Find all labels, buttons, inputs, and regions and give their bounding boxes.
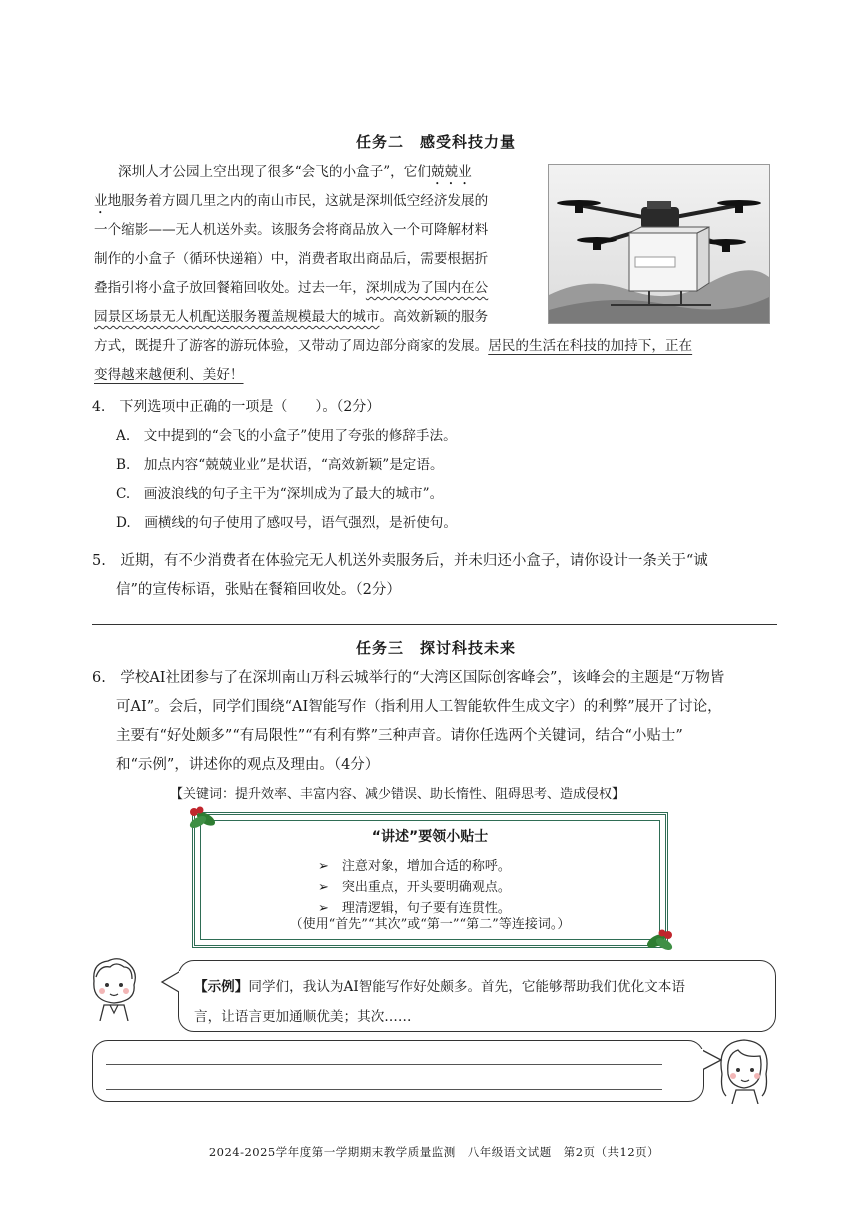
answer-line-1[interactable] [106,1064,662,1065]
example-line-1: 同学们，我认为AI智能写作好处颇多。首先，它能够帮助我们优化文本语 [248,979,685,995]
arrow-bullet-icon: ➢ [318,901,329,916]
para-line-6-wrap [94,303,539,332]
tips-note: （使用“首先”“其次”或“第一”“第二”等连接词。） [289,917,571,932]
example-text [194,972,766,1032]
arrow-bullet-icon: ➢ [318,859,329,874]
drone-photo [548,164,770,324]
task2-paragraph [118,158,538,188]
answer-line-2[interactable] [106,1089,662,1090]
q4-option-c: C. 画波浪线的句子主干为“深圳成为了最大的城市”。 [116,486,444,502]
para-line-6-punct: 。 [379,309,394,325]
para-line-7: 方式，既提升了游客的游玩体验，又带动了周边部分商家的发展。 [94,338,489,354]
q6-line-3: 主要有“好处颇多”“有局限性”“有利有弊”三种声音。请你任选两个关键词，结合“小贴士” [116,728,683,744]
arrow-bullet-icon: ➢ [318,880,329,895]
drone-image [549,165,769,323]
para-line-7-wrap [94,332,784,361]
q5-line-1: 5. 近期，有不少消费者在体验完无人机送外卖服务后，并未归还小盒子，请你设计一条关于“诚 [92,553,708,569]
q4-option-a: A. 文中提到的“会飞的小盒子”使用了夸张的修辞手法。 [116,428,457,444]
q6-line-4: 和“示例”，讲述你的观点及理由。（4分） [116,757,380,773]
para-line-5: 叠指引将小盒子放回餐箱回收处。过去一年， [94,280,366,296]
task2-title: 任务二 感受科技力量 [356,133,517,151]
tip-item-3: 理清逻辑，句子要有连贯性。 [341,901,511,916]
para-line-5-wrap [94,274,539,303]
dotted-text-1: 兢兢业 [430,164,472,180]
q4-option-b: B. 加点内容“兢兢业业”是状语，“高效新颖”是定语。 [116,457,444,473]
para-line-2-wrap [94,187,539,217]
underline-2 [94,361,244,390]
bubble-tail-left [160,970,182,994]
q4-option-d: D. 画横线的句子使用了感叹号，语气强烈，是祈使句。 [116,515,457,531]
girl-avatar-icon [712,1034,776,1104]
boy-avatar-icon [86,955,142,1021]
tip-item-2: 突出重点，开头要明确观点。 [341,880,511,895]
para-line-2: 地服务着方圆几里之内的南山市民，这就是深圳低空经济发展的 [107,193,489,209]
underline-1: 居民的生活在科技的加持下，正在 [488,338,693,354]
answer-bubble[interactable] [92,1040,704,1102]
wavy-line-2: 园景区场景无人机配送服务覆盖规模最大的城市 [94,309,380,325]
para-line-6-tail: 高效新颖的服务 [393,309,489,325]
wavy-line-1: 深圳成为了国内在公 [365,280,489,296]
para-line-4: 制作的小盒子（循环快递箱）中，消费者取出商品后，需要根据折 [94,251,489,267]
tips-title: “讲述”要领小贴士 [371,829,489,845]
para-line-1: 深圳人才公园上空出现了很多“会飞的小盒子”，它们 [118,164,431,180]
para-line-3: 一个缩影——无人机送外卖。该服务会将商品放入一个可降解材料 [94,222,489,238]
underline-2-text: 变得越来越便利、美好！ [94,367,244,383]
dotted-text-2: 业 [94,193,108,209]
q6-line-2: 可AI”。会后，同学们围绕“AI智能写作（指利用人工智能软件生成文字）的利弊”展开了讨论， [116,699,722,715]
q6-line-1: 6. 学校AI社团参与了在深圳南山万科云城举行的“大湾区国际创客峰会”，该峰会的主题是“万物皆 [92,670,725,686]
q4-stem: 4. 下列选项中正确的一项是（ ）。（2分） [92,399,381,415]
q5-line-2: 信”的宣传标语，张贴在餐箱回收处。（2分） [116,582,401,598]
q6-keywords: 【关键词：提升效率、丰富内容、减少错误、助长惰性、阻碍思考、造成侵权】 [170,787,626,802]
page-footer: 2024-2025学年度第一学期期末教学质量监测 八年级语文试题 第2页（共12页） [208,1145,660,1159]
example-line-2: 言，让语言更加通顺优美；其次…… [194,1009,412,1025]
example-tag: 【示例】 [194,979,249,995]
tips-list [318,856,511,919]
task3-title: 任务三 探讨科技未来 [356,639,517,657]
section-divider [92,624,777,625]
tip-item-1: 注意对象，增加合适的称呼。 [341,859,511,874]
